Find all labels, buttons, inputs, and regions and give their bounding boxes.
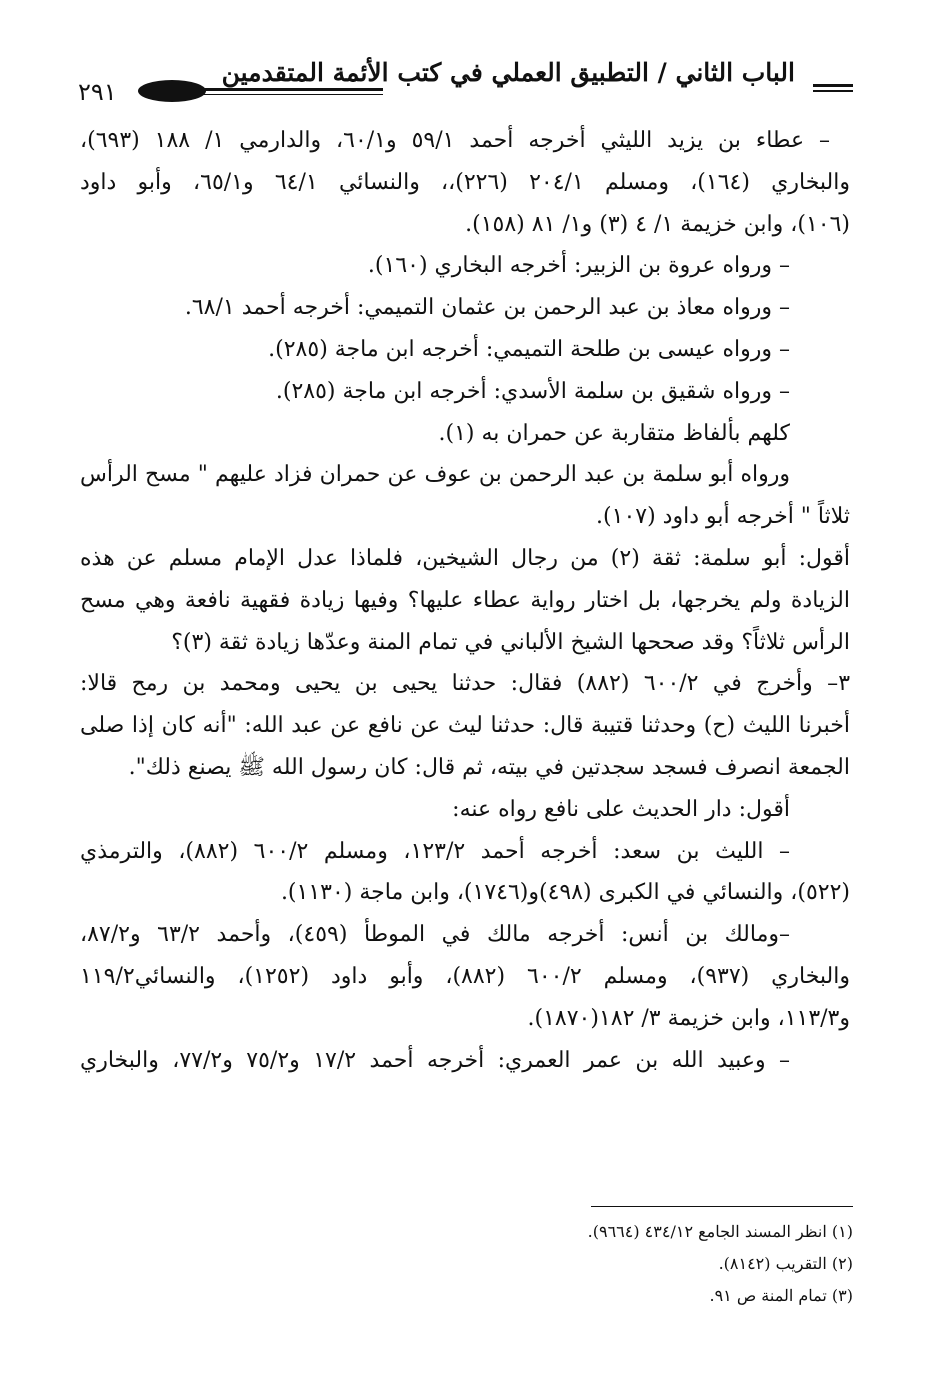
text-line: كلهم بألفاظ متقاربة عن حمران به (١).	[438, 420, 790, 446]
text-line: أخبرنا الليث (ح) وحدثنا قتيبة قال: حدثنا ليث عن نافع عن عبد الله: "أنه كان إذا صلى	[80, 713, 850, 739]
text-line: و١١٣/٣، وابن خزيمة ٣/ ١٨٢(١٨٧٠).	[527, 1005, 850, 1031]
text-line: ثلاثاً " أخرجه أبو داود (١٠٧).	[596, 504, 850, 530]
text-line: ورواه أبو سلمة بن عبد الرحمن بن عوف عن حمران فزاد عليهم " مسح الرأس	[80, 462, 790, 488]
text-line: والبخاري (٩٣٧)، ومسلم ٦٠٠/٢ (٨٨٢)، وأبو داود (١٢٥٢)، والنسائي١١٩/٢	[80, 963, 850, 989]
text-line: أقول: دار الحديث على نافع رواه عنه:	[452, 796, 790, 822]
text-line: (٥٢٢)، والنسائي في الكبرى (٤٩٨)و(١٧٤٦)، وابن ماجة (١١٣٠).	[280, 880, 850, 906]
footnote-separator	[591, 1206, 853, 1207]
running-header	[78, 58, 853, 112]
footnote: (٢) التقريب (٨١٤٢).	[718, 1254, 853, 1273]
header-rule-lower	[178, 94, 383, 95]
footnote: (٣) تمام المنة ص ٩١.	[709, 1286, 853, 1305]
text-line: والبخاري (١٦٤)، ومسلم ٢٠٤/١ (٢٢٦)،، والنسائي ٦٤/١ و٦٥/١، وأبو داود	[80, 169, 850, 195]
text-line: أقول: أبو سلمة: ثقة (٢) من رجال الشيخين، فلماذا عدل الإمام مسلم عن هذه	[80, 545, 850, 571]
header-rule	[178, 88, 383, 91]
page-number: ٢٩١	[78, 78, 117, 106]
text-line: الرأس ثلاثاً؟ وقد صححها الشيخ الألباني في تمام المنة وعدّها زيادة ثقة (٣)؟	[171, 629, 850, 655]
text-line: – ورواه عروة بن الزبير: أخرجه البخاري (١٦٠).	[367, 253, 790, 279]
header-ornament	[138, 80, 206, 102]
footnotes	[353, 1216, 853, 1312]
text-line: – عطاء بن يزيد الليثي أخرجه أحمد ٥٩/١ و٦٠/١، والدارمي ١/ ١٨٨ (٦٩٣)،	[80, 128, 831, 153]
text-line: – الليث بن سعد: أخرجه أحمد ١٢٣/٢، ومسلم ٦٠٠/٢ (٨٨٢)، والترمذي	[80, 838, 790, 864]
header-dash-lower	[813, 90, 853, 92]
text-line: الجمعة انصرف فسجد سجدتين في بيته، ثم قال: كان رسول الله ﷺ يصنع ذلك".	[128, 754, 850, 780]
text-line: – ورواه شقيق بن سلمة الأسدي: أخرجه ابن ماجة (٢٨٥).	[275, 378, 790, 404]
header-dash	[813, 84, 853, 87]
main-text	[80, 120, 850, 1081]
chapter-title: الباب الثاني / التطبيق العملي في كتب الأئمة المتقدمين	[221, 58, 795, 87]
text-line: – ورواه عيسى بن طلحة التميمي: أخرجه ابن ماجة (٢٨٥).	[268, 336, 790, 362]
text-line: –ومالك بن أنس: أخرجه مالك في الموطأ (٤٥٩)، وأحمد ٦٣/٢ و٨٧/٢،	[80, 922, 790, 948]
footnote: (١) انظر المسند الجامع ٤٣٤/١٢ (٩٦٦٤).	[587, 1222, 853, 1241]
text-line: ٣– وأخرج في ٦٠٠/٢ (٨٨٢) فقال: حدثنا يحيى بن يحيى ومحمد بن رمح قالا:	[80, 671, 851, 697]
text-line: – ورواه معاذ بن عبد الرحمن بن عثمان التميمي: أخرجه أحمد ٦٨/١.	[184, 295, 790, 321]
text-line: (١٠٦)، وابن خزيمة ١/ ٤ (٣) و١/ ٨١ (١٥٨).	[465, 211, 850, 237]
text-line: – وعبيد الله بن عمر العمري: أخرجه أحمد ١٧/٢ و٧٥/٢ و٧٧/٢، والبخاري	[80, 1047, 790, 1073]
text-line: الزيادة ولم يخرجها، بل اختار رواية عطاء عليها؟ وفيها زيادة فقهية نافعة وهي مسح	[80, 587, 851, 613]
